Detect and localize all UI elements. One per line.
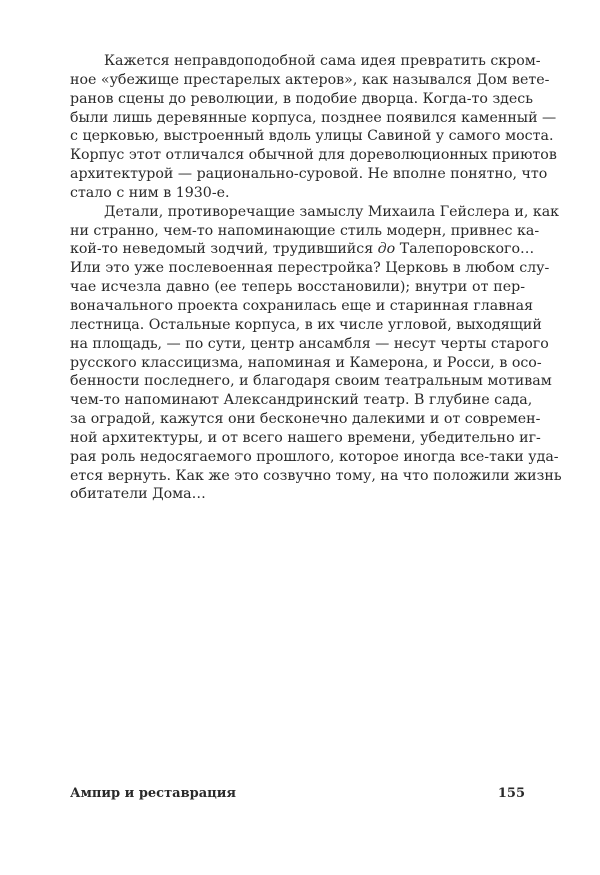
page-footer (70, 786, 525, 801)
text-line: Детали, противоречащие замыслу Михаила Гейслера и, как (104, 203, 560, 220)
text-line: архитектурой — рационально-суровой. Не вполне понятно, что (70, 166, 548, 183)
text-line: чем-то напоминают Александринский театр. В глубине сада, (70, 392, 533, 409)
text-line (70, 240, 535, 259)
paragraph-1 (70, 52, 557, 203)
text-line: обитатели Дома… (70, 486, 206, 503)
text-line: лестница. Остальные корпуса, в их числе угловой, выходящий (70, 316, 542, 333)
text-segment: кой-то неведомый зодчий, трудившийся (70, 241, 378, 258)
text-line: бенности последнего, и благодаря своим театральным мотивам (70, 373, 552, 390)
text-line: за оградой, кажутся они бесконечно далекими и от современ- (70, 411, 541, 428)
page-number: 155 (497, 786, 525, 801)
text-line: Кажется неправдоподобной сама идея превратить скром- (104, 53, 541, 69)
text-line: рая роль недосягаемого прошлого, которое иногда все-таки уда- (70, 448, 559, 465)
text-line: с церковью, выстроенный вдоль улицы Савиной у самого моста. (70, 128, 554, 145)
paragraph-2 (70, 203, 562, 505)
text-line: Корпус этот отличался обычной для дореволюционных приютов (70, 147, 557, 164)
text-line: ное «убежище престарелых актеров», как назывался Дом вете- (70, 71, 550, 88)
body-text (70, 52, 562, 504)
text-line: ется вернуть. Как же это созвучно тому, на что положили жизнь (70, 467, 562, 484)
italic-text: до (377, 241, 396, 258)
text-line: были лишь деревянные корпуса, позднее появился каменный — (70, 109, 557, 126)
text-line: чае исчезла давно (ее теперь восстановили); внутри от пер- (70, 279, 525, 296)
text-line: стало с ним в 1930-е. (70, 184, 230, 201)
text-line: русского классицизма, напоминая и Камерона, и Росси, в осо- (70, 354, 542, 371)
text-segment: Талепоровского… (395, 241, 535, 258)
text-line: ни странно, чем-то напоминающие стиль модерн, привнес ка- (70, 222, 540, 239)
text-line: воначального проекта сохранилась еще и старинная главная (70, 297, 534, 314)
text-line: Или это уже послевоенная перестройка? Церковь в любом слу- (70, 260, 550, 277)
text-line: на площадь, — по сути, центр ансамбля — несут черты старого (70, 335, 549, 352)
text-line: ранов сцены до революции, в подобие дворца. Когда-то здесь (70, 90, 533, 107)
text-line: ной архитектуры, и от всего нашего времени, убедительно иг- (70, 429, 541, 446)
running-title: Ампир и реставрация (70, 786, 236, 801)
